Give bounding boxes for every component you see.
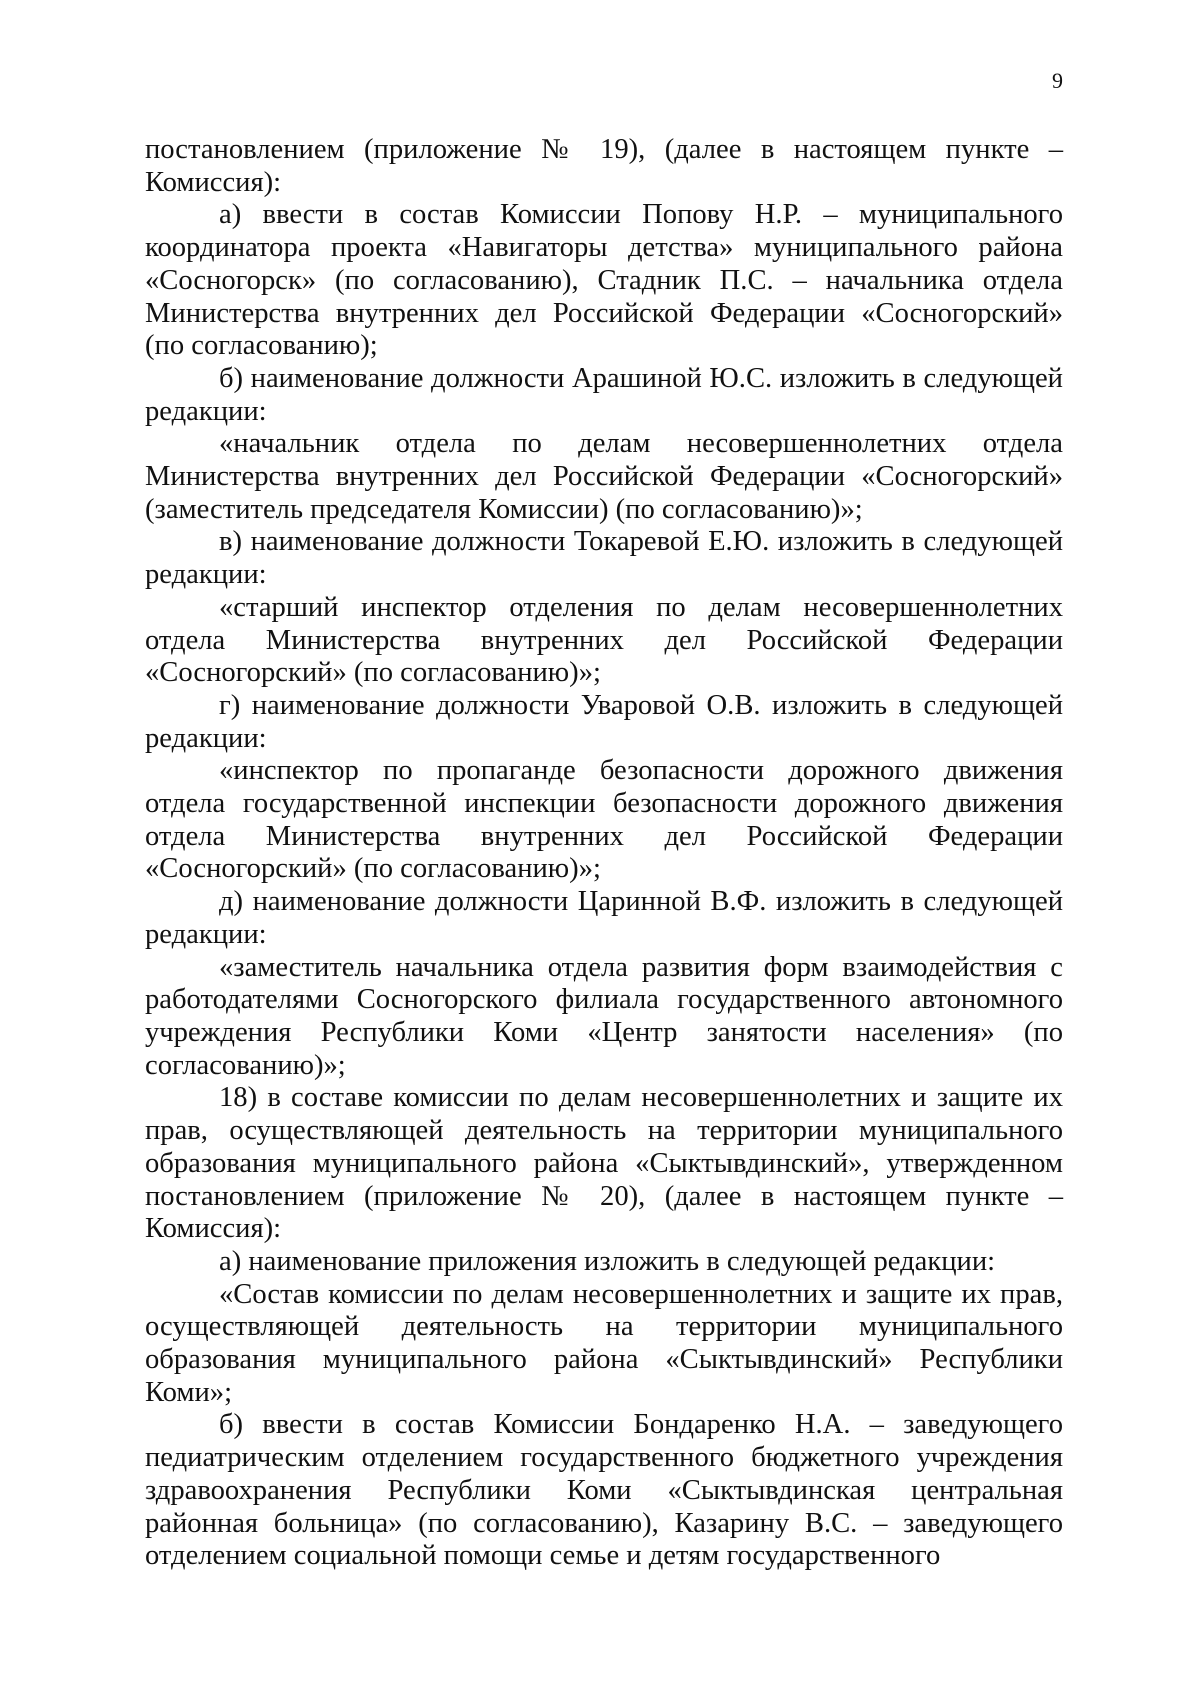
- paragraph-point-18-item-a: а) наименование приложения изложить в следующей редакции:: [219, 1245, 996, 1277]
- paragraph-quote-arashina: «начальник отдела по делам несовершеннолетних отдела Министерства внутренних дел Российской Федерации «Сосногорский» (заместитель председателя Комиссии) (по согласованию)»;: [145, 428, 1063, 525]
- paragraph-item-g-uvarova: г) наименование должности Уваровой О.В. изложить в следующей редакции:: [145, 689, 1063, 754]
- paragraph-item-a-add-members: а) ввести в состав Комиссии Попову Н.Р. – муниципального координатора проекта «Навигаторы детства» муниципального района «Сосногорск» (по согласованию), Стадник П.С. – начальника отдела Министерства внутренних дел Российской Федерации «Сосногорский» (по согласованию);: [145, 199, 1063, 362]
- document-body: [145, 134, 1063, 1573]
- paragraph-item-v-tokareva: в) наименование должности Токаревой Е.Ю. изложить в следующей редакции:: [145, 526, 1063, 591]
- paragraph-intro: постановлением (приложение № 19), (далее в настоящем пункте – Комиссия):: [145, 134, 1063, 198]
- paragraph-point-18: 18) в составе комиссии по делам несовершеннолетних и защите их прав, осуществляющей деятельность на территории муниципального образования муниципального района «Сыктывдинский», утвержденном постановлением (приложение № 20), (далее в настоящем пункте – Комиссия):: [145, 1082, 1063, 1245]
- paragraph-quote-tokareva: «старший инспектор отделения по делам несовершеннолетних отдела Министерства внутренних дел Российской Федерации «Сосногорский» (по согласованию)»;: [145, 591, 1063, 689]
- page-number: 9: [1052, 68, 1063, 93]
- paragraph-item-b-arashina: б) наименование должности Арашиной Ю.С. изложить в следующей редакции:: [145, 362, 1063, 427]
- paragraph-quote-appendix-title: «Состав комиссии по делам несовершеннолетних и защите их прав, осуществляющей деятельность на территории муниципального образования муниципального района «Сыктывдинский» Республики Коми»;: [145, 1278, 1063, 1408]
- paragraph-quote-tsarinnaya: «заместитель начальника отдела развития форм взаимодействия с работодателями Сосногорского филиала государственного автономного учреждения Республики Коми «Центр занятости населения» (по согласованию)»;: [145, 951, 1063, 1081]
- paragraph-point-18-item-b: б) ввести в состав Комиссии Бондаренко Н.А. – заведующего педиатрическим отделением государственного бюджетного учреждения здравоохранения Республики Коми «Сыктывдинская центральная районная больница» (по согласованию), Казарину В.С. – заведующего отделением социальной помощи семье и детям государственного: [145, 1409, 1063, 1572]
- paragraph-item-d-tsarinnaya: д) наименование должности Царинной В.Ф. изложить в следующей редакции:: [145, 886, 1063, 950]
- paragraph-quote-uvarova: «инспектор по пропаганде безопасности дорожного движения отдела государственной инспекции безопасности дорожного движения отдела Министерства внутренних дел Российской Федерации «Сосногорский» (по согласованию)»;: [145, 755, 1063, 885]
